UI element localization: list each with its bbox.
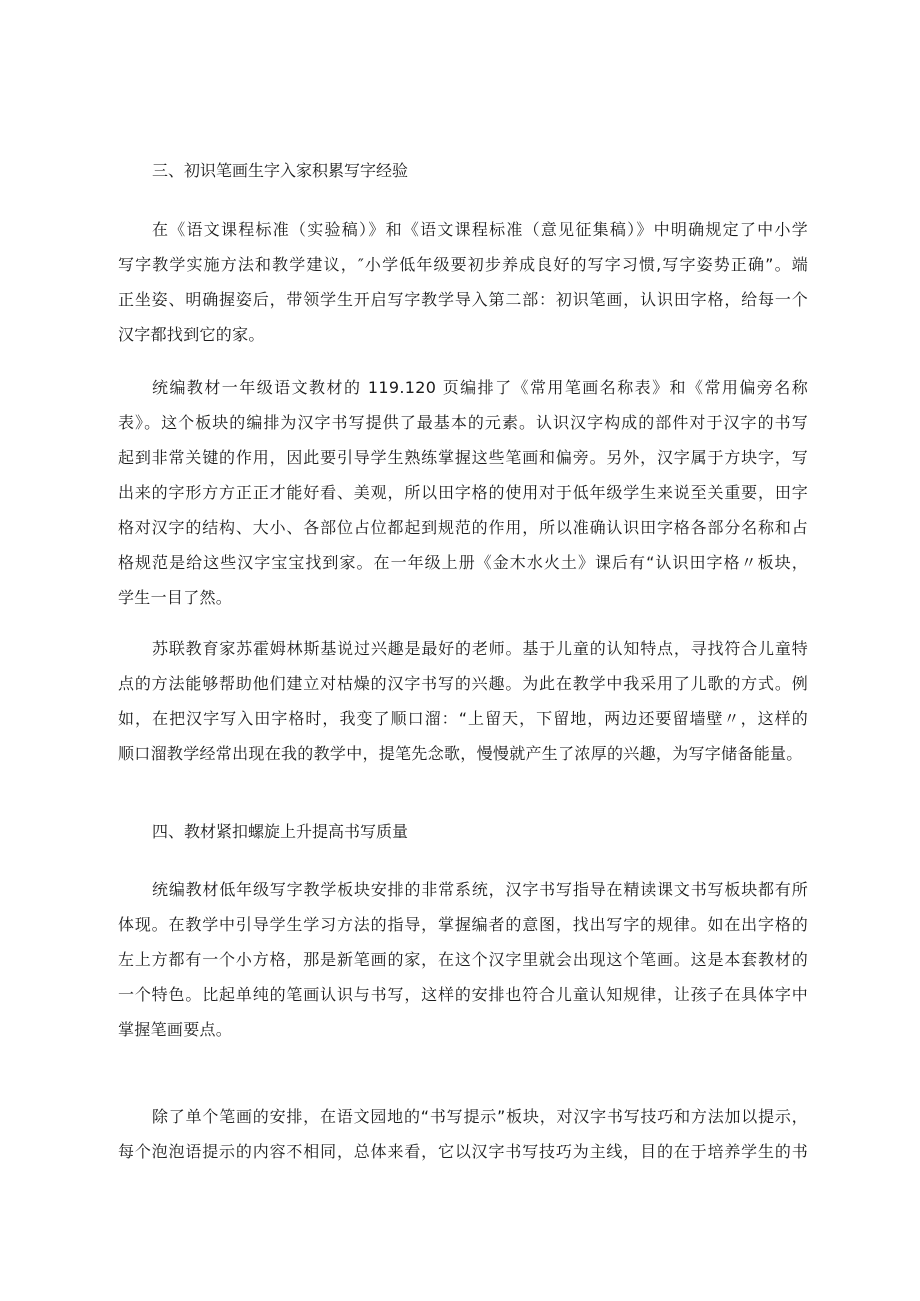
paragraph-line: 汉字都找到它的家。: [118, 325, 265, 344]
paragraph-line: 在《语文课程标准（实验稿）》和《语文课程标准（意见征集稿）》中明确规定了中小学: [152, 220, 808, 239]
paragraph-line: 一个特色。比起单纯的笔画认识与书写，这样的安排也符合儿童认知规律，让孩子在具体字中: [118, 985, 808, 1004]
paragraph-line: 正坐姿、明确握姿后，带领学生开启写字教学导入第二部：初识笔画，认识田字格，给每一个: [118, 290, 808, 309]
paragraph-line: 学生一目了然。: [118, 588, 233, 607]
section-3-paragraph-3: [118, 631, 808, 771]
paragraph-line: 统编教材低年级写字教学板块安排的非常系统，汉字书写指导在精读课文书写板块都有所: [152, 880, 808, 899]
paragraph-line: 起到非常关键的作用，因此要引导学生熟练掌握这些笔画和偏旁。另外，汉字属于方块字，写: [118, 448, 808, 467]
paragraph-line: 统编教材一年级语文教材的 119.120 页编排了《常用笔画名称表》和《常用偏旁名称: [152, 378, 808, 397]
paragraph-line: 出来的字形方方正正才能好看、美观，所以田字格的使用对于低年级学生来说至关重要，田字: [118, 483, 808, 502]
paragraph-line: 除了单个笔画的安排，在语文园地的“书写提示”板块，对汉字书写技巧和方法加以提示，: [152, 1107, 808, 1126]
paragraph-line: 表》。这个板块的编排为汉字书写提供了最基本的元素。认识汉字构成的部件对于汉字的书写: [118, 413, 808, 432]
paragraph-line: 写字教学实施方法和教学建议，″小学低年级要初步养成良好的写字习惯,写字姿势正确”。端: [118, 255, 808, 274]
paragraph-line: 体现。在教学中引导学生学习方法的指导，掌握编者的意图，找出写字的规律。如在出字格的: [118, 915, 808, 934]
section-3-heading: 三、初识笔画生字入家积累写字经验: [152, 161, 409, 180]
paragraph-line: 格规范是给这些汉字宝宝找到家。在一年级上册《金木水火土》课后有“认识田字格〃板块，: [118, 553, 808, 572]
section-3-paragraph-1: [118, 212, 808, 352]
paragraph-line: 格对汉字的结构、大小、各部位占位都起到规范的作用，所以准确认识田字格各部分名称和占: [118, 518, 808, 537]
section-4-paragraph-2: [118, 1099, 808, 1169]
paragraph-line: 每个泡泡语提示的内容不相同，总体来看，它以汉字书写技巧为主线，目的在于培养学生的书: [118, 1142, 808, 1161]
paragraph-line: 掌握笔画要点。: [118, 1020, 233, 1039]
paragraph-line: 如，在把汉字写入田字格时，我变了顺口溜：“上留天，下留地，两边还要留墙壁〃，这样的: [118, 709, 808, 728]
paragraph-line: 顺口溜教学经常出现在我的教学中，提笔先念歌，慢慢就产生了浓厚的兴趣，为写字储备能量。: [118, 744, 803, 763]
section-4-heading: 四、教材紧扣螺旋上升提高书写质量: [152, 822, 409, 841]
paragraph-line: 点的方法能够帮助他们建立对枯燥的汉字书写的兴趣。为此在教学中我采用了儿歌的方式。例: [118, 674, 808, 693]
paragraph-line: 左上方都有一个小方格，那是新笔画的家，在这个汉字里就会出现这个笔画。这是本套教材的: [118, 950, 808, 969]
section-4-paragraph-1: [118, 872, 808, 1047]
section-3-paragraph-2: [118, 370, 808, 615]
paragraph-line: 苏联教育家苏霍姆林斯基说过兴趣是最好的老师。基于儿童的认知特点，寻找符合儿童特: [152, 639, 808, 658]
